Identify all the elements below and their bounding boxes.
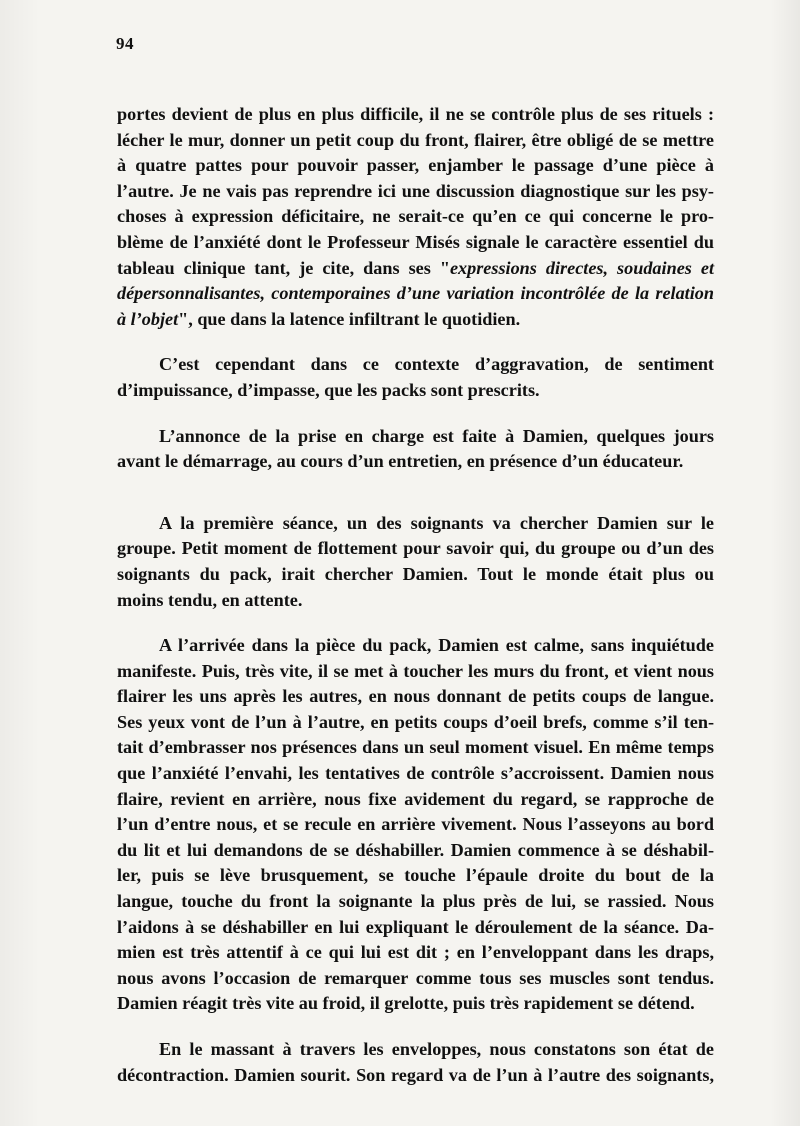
- paragraph-5: [117, 633, 714, 1017]
- text-line: à quatre pattes pour pouvoir passer, enjamber le passage d’une pièce à: [117, 155, 714, 176]
- italic-quote: à l’objet: [117, 308, 179, 329]
- text-line-end: ", que dans la latence infiltrant le quotidien.: [178, 308, 521, 329]
- text-line: que l’anxiété l’envahi, les tentatives de contrôle s’accroissent. Damien nous: [117, 763, 714, 784]
- text-line: blème de l’anxiété dont le Professeur Misés signale le caractère essentiel du: [117, 231, 714, 252]
- text-line: l’autre. Je ne vais pas reprendre ici une discussion diagnostique sur les psy-: [117, 180, 714, 201]
- paragraph-2: [117, 352, 714, 403]
- text-line: groupe. Petit moment de flottement pour savoir qui, du groupe ou d’un des: [117, 538, 714, 559]
- text-line: moins tendu, en attente.: [117, 589, 303, 610]
- text-line: du lit et lui demandons de se déshabiller. Damien commence à se déshabil-: [117, 839, 714, 860]
- text-line: Ses yeux vont de l’un à l’autre, en petits coups d’oeil brefs, comme s’il ten-: [117, 711, 714, 732]
- italic-quote: expressions directes, soudaines et: [449, 257, 714, 278]
- text-line: manifeste. Puis, très vite, il se met à toucher les murs du front, et vient nous: [117, 660, 714, 681]
- text-line: langue, touche du front la soignante la plus près de lui, se rassied. Nous: [117, 891, 714, 912]
- page-number: 94: [116, 34, 134, 53]
- text-line: L’annonce de la prise en charge est faite à Damien, quelques jours: [159, 425, 714, 446]
- paragraph-6: [117, 1037, 714, 1088]
- text-line: l’un d’entre nous, et se recule en arrière vivement. Nous l’asseyons au bord: [117, 814, 714, 835]
- text-line: choses à expression déficitaire, ne serait-ce qu’en ce qui concerne le pro-: [117, 206, 714, 227]
- text-line: C’est cependant dans ce contexte d’aggravation, de sentiment: [159, 354, 714, 375]
- text-line: d’impuissance, d’impasse, que les packs sont prescrits.: [117, 379, 540, 400]
- text-line: En le massant à travers les enveloppes, nous constatons son état de: [159, 1039, 714, 1059]
- text-line-start: tableau clinique tant, je cite, dans ses ": [117, 257, 450, 278]
- text-line: lécher le mur, donner un petit coup du front, flairer, être obligé de se mettre: [117, 129, 714, 150]
- paragraph-3: [117, 424, 714, 475]
- text-line: nous avons l’occasion de remarquer comme tous ses muscles sont tendus.: [117, 967, 714, 988]
- text-line: ler, puis se lève brusquement, se touche l’épaule droite du bout de la: [117, 865, 714, 886]
- text-line: A la première séance, un des soignants va chercher Damien sur le: [159, 512, 714, 533]
- text-line: flaire, revient en arrière, nous fixe avidement du regard, se rapproche de: [117, 788, 714, 809]
- text-line: [117, 281, 714, 307]
- body-text: [117, 102, 714, 1088]
- paragraph-1: [117, 102, 714, 332]
- text-line: flairer les uns après les autres, en nous donnant de petits coups de langue.: [117, 686, 714, 707]
- italic-quote: dépersonnalisantes, contemporaines d’une variation incontrôlée de la relation: [117, 283, 714, 304]
- text-line: tait d’embrasser nos présences dans un seul moment visuel. En même temps: [117, 737, 714, 758]
- text-line: [117, 256, 714, 282]
- text-line: Damien réagit très vite au froid, il grelotte, puis très rapidement se détend.: [117, 993, 695, 1014]
- text-line: mien est très attentif à ce qui lui est dit ; en l’enveloppant dans les draps,: [117, 942, 714, 963]
- text-line: avant le démarrage, au cours d’un entretien, en présence d’un éducateur.: [117, 451, 684, 472]
- paragraph-4: [117, 511, 714, 613]
- text-line: portes devient de plus en plus difficile, il ne se contrôle plus de ses rituels :: [117, 104, 714, 124]
- text-line: l’aidons à se déshabiller en lui expliquant le déroulement de la séance. Da-: [117, 916, 714, 937]
- text-line: soignants du pack, irait chercher Damien. Tout le monde était plus ou: [117, 563, 714, 584]
- text-line: décontraction. Damien sourit. Son regard va de l’un à l’autre des soignants,: [117, 1064, 714, 1085]
- text-line: A l’arrivée dans la pièce du pack, Damien est calme, sans inquiétude: [159, 635, 714, 656]
- text-line: [117, 307, 714, 333]
